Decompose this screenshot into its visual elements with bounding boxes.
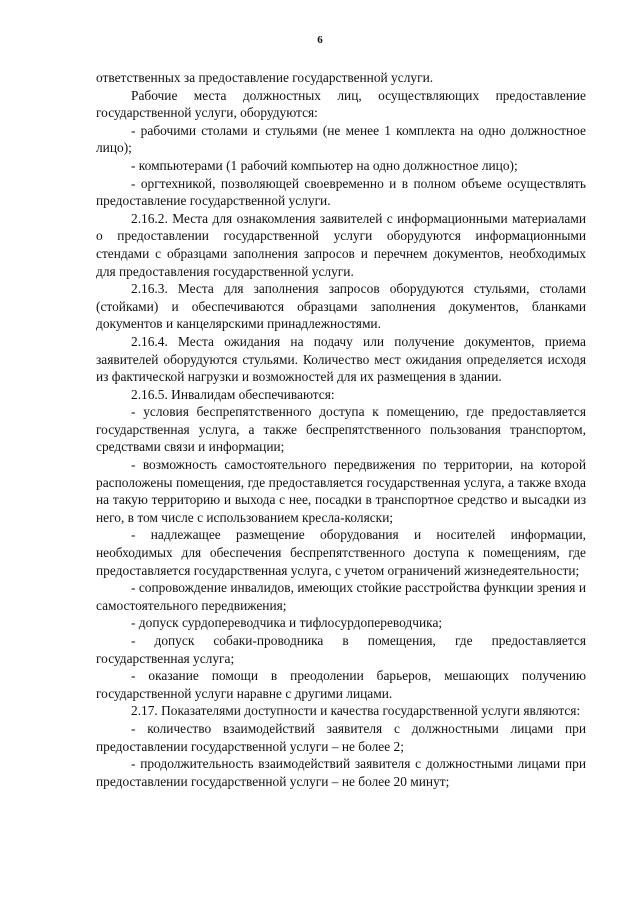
list-item: - сопровождение инвалидов, имеющих стойкие расстройства функции зрения и самостоятельного передвижения; [96, 580, 586, 613]
list-item: - возможность самостоятельного передвижения по территории, на которой расположены помещения, где предоставляется государственная услуга, а также входа на такую территорию и выхода с нее, посадки в транспортное средство и высадки из него, в том числе с использованием кресла-коляски; [96, 457, 586, 525]
page-number: 6 [317, 34, 323, 46]
paragraph: Рабочие места должностных лиц, осуществляющих предоставление государственной услуги, оборудуются: [96, 87, 586, 121]
list-item: - оргтехникой, позволяющей своевременно и в полном объеме осуществлять предоставление государственной услуги. [96, 175, 586, 209]
list-item: - продолжительность взаимодействий заявителя с должностными лицами при предоставлении государственной услуги – не более 20 минут; [96, 756, 586, 789]
list-item: - допуск сурдопереводчика и тифлосурдопереводчика; [131, 615, 443, 631]
paragraph: 2.16.4. Места ожидания на подачу или получение документов, приема заявителей оборудуются стульями. Количество мест ожидания определяется исходя из фактической нагрузки и возможностей для их размещения в здании. [96, 333, 586, 385]
list-item: - допуск собаки-проводника в помещения, где предоставляется государственная услуга; [96, 633, 586, 666]
list-item: - оказание помощи в преодолении барьеров, мешающих получению государственной услуги наравне с другими лицами. [96, 668, 586, 701]
paragraph: ответственных за предоставление государственной услуги. [96, 70, 434, 85]
paragraph: 2.16.5. Инвалидам обеспечиваются: [131, 386, 335, 402]
paragraph: 2.16.3. Места для заполнения запросов оборудуются стульями, столами (стойками) и обеспечиваются образцами заполнения документов, бланками документов и канцелярскими принадлежностями. [96, 281, 586, 332]
paragraph: 2.17. Показателями доступности и качества государственной услуги являются: [131, 703, 581, 719]
paragraph: 2.16.2. Места для ознакомления заявителей с информационными материалами о предоставлении государственной услуги оборудуются информационными стендами с образцами заполнения запросов и перечнем документов, необходимых для предоставления государственной услуги. [96, 210, 586, 279]
document-body [96, 69, 586, 790]
list-item: - количество взаимодействий заявителя с должностными лицами при предоставлении государственной услуги – не более 2; [96, 720, 586, 754]
list-item: - надлежащее размещение оборудования и носителей информации, необходимых для обеспечения беспрепятственного доступа к помещениям, где предоставляется государственная услуга, с учетом ограничений жизнедеятельности; [96, 527, 586, 578]
list-item: - компьютерами (1 рабочий компьютер на одно должностное лицо); [131, 157, 518, 173]
list-item: - рабочими столами и стульями (не менее 1 комплекта на одно должностное лицо); [96, 122, 586, 156]
list-item: - условия беспрепятственного доступа к помещению, где предоставляется государственная услуга, а также беспрепятственного пользования транспортом, средствами связи и информации; [96, 404, 586, 455]
